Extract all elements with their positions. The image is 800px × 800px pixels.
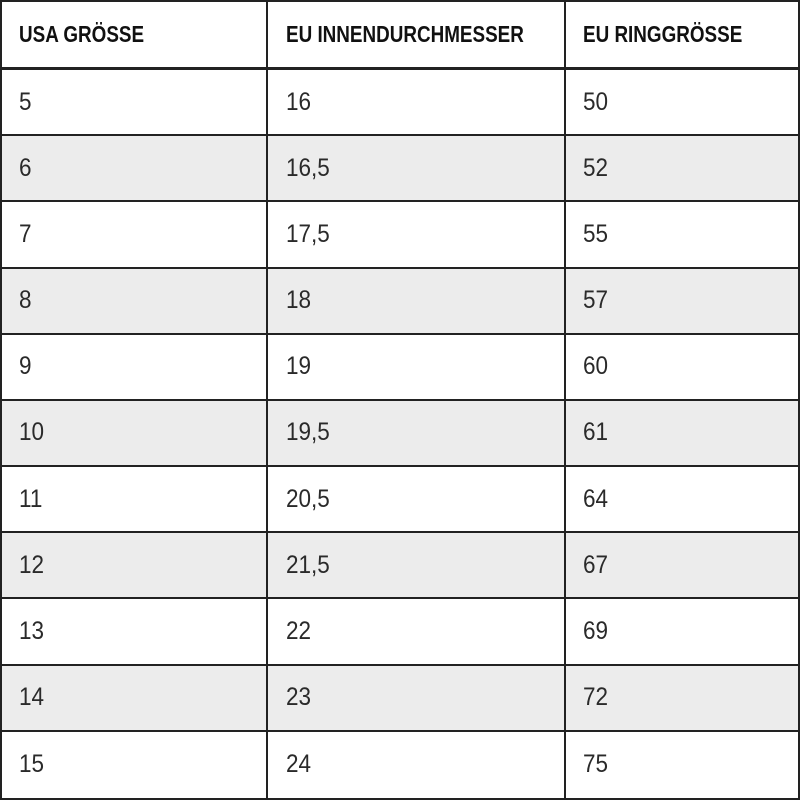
table-cell: 11	[2, 467, 268, 533]
table-cell: 61	[566, 401, 798, 467]
table-cell: 19	[268, 335, 566, 401]
table-cell: 13	[2, 599, 268, 665]
table-cell: 55	[566, 202, 798, 268]
table-cell: 17,5	[268, 202, 566, 268]
table-cell: 19,5	[268, 401, 566, 467]
table-cell: 18	[268, 269, 566, 335]
table-cell: 14	[2, 666, 268, 732]
table-cell: 67	[566, 533, 798, 599]
header-eu-ring-size: EU RINGGRÖSSE	[566, 2, 798, 70]
table-cell: 24	[268, 732, 566, 798]
table-cell: 23	[268, 666, 566, 732]
table-cell: 20,5	[268, 467, 566, 533]
table-cell: 50	[566, 70, 798, 136]
table-cell: 57	[566, 269, 798, 335]
table-cell: 52	[566, 136, 798, 202]
header-usa-size: USA GRÖSSE	[2, 2, 268, 70]
table-cell: 6	[2, 136, 268, 202]
table-cell: 69	[566, 599, 798, 665]
table-cell: 16	[268, 70, 566, 136]
table-cell: 21,5	[268, 533, 566, 599]
table-cell: 60	[566, 335, 798, 401]
table-cell: 12	[2, 533, 268, 599]
table-cell: 7	[2, 202, 268, 268]
table-cell: 16,5	[268, 136, 566, 202]
table-cell: 75	[583, 750, 609, 779]
table-cell: 8	[2, 269, 268, 335]
table-cell: 15	[2, 732, 268, 798]
table-cell: 72	[566, 666, 798, 732]
table-cell: 64	[566, 467, 798, 533]
table-cell: 10	[2, 401, 268, 467]
header-eu-inner-diameter: EU INNENDURCHMESSER	[268, 2, 566, 70]
table-cell: 5	[2, 70, 268, 136]
table-cell: 9	[2, 335, 268, 401]
table-cell: 22	[268, 599, 566, 665]
